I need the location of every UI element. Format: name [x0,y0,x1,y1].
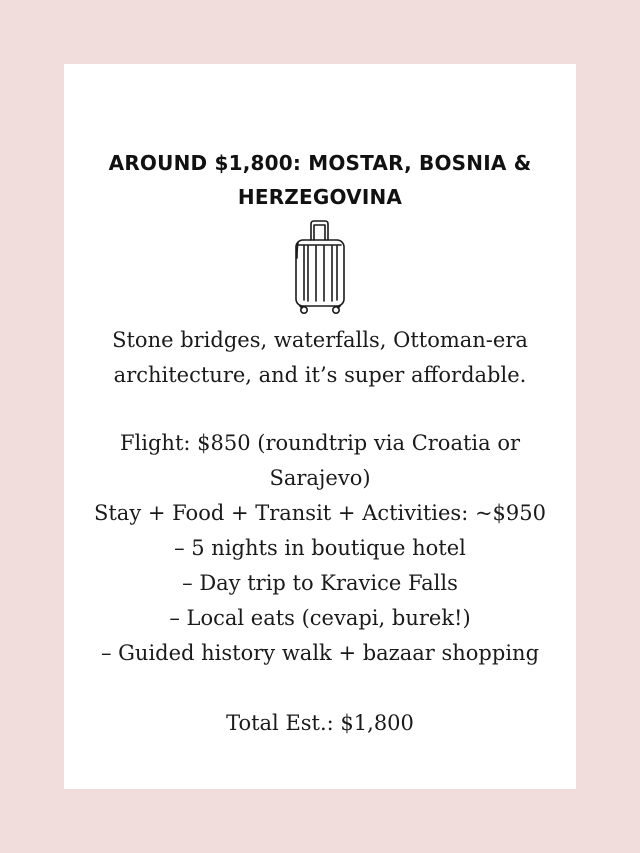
stay-line: Stay + Food + Transit + Activities: ~$950 [93,501,547,525]
intro-line-2: architecture, and it’s super affordable. [113,363,527,387]
list-item: – 5 nights in boutique hotel [174,536,466,560]
list-item: – Local eats (cevapi, burek!) [169,606,471,630]
list-item: – Guided history walk + bazaar shopping [100,641,540,665]
title-line-2: HERZEGOVINA [237,185,403,209]
intro-line-1: Stone bridges, waterfalls, Ottoman-era [112,328,528,352]
page-title [0,146,640,214]
flight-line-1: Flight: $850 (roundtrip via Croatia or [119,431,521,455]
title-line-1: AROUND $1,800: MOSTAR, BOSNIA & [108,151,532,175]
cost-details [0,426,640,671]
intro-text [0,323,640,393]
flight-line-2: Sarajevo) [269,466,371,490]
total-line: Total Est.: $1,800 [226,711,414,735]
suitcase-icon [285,218,355,318]
list-item: – Day trip to Kravice Falls [182,571,458,595]
total-estimate [0,706,640,741]
